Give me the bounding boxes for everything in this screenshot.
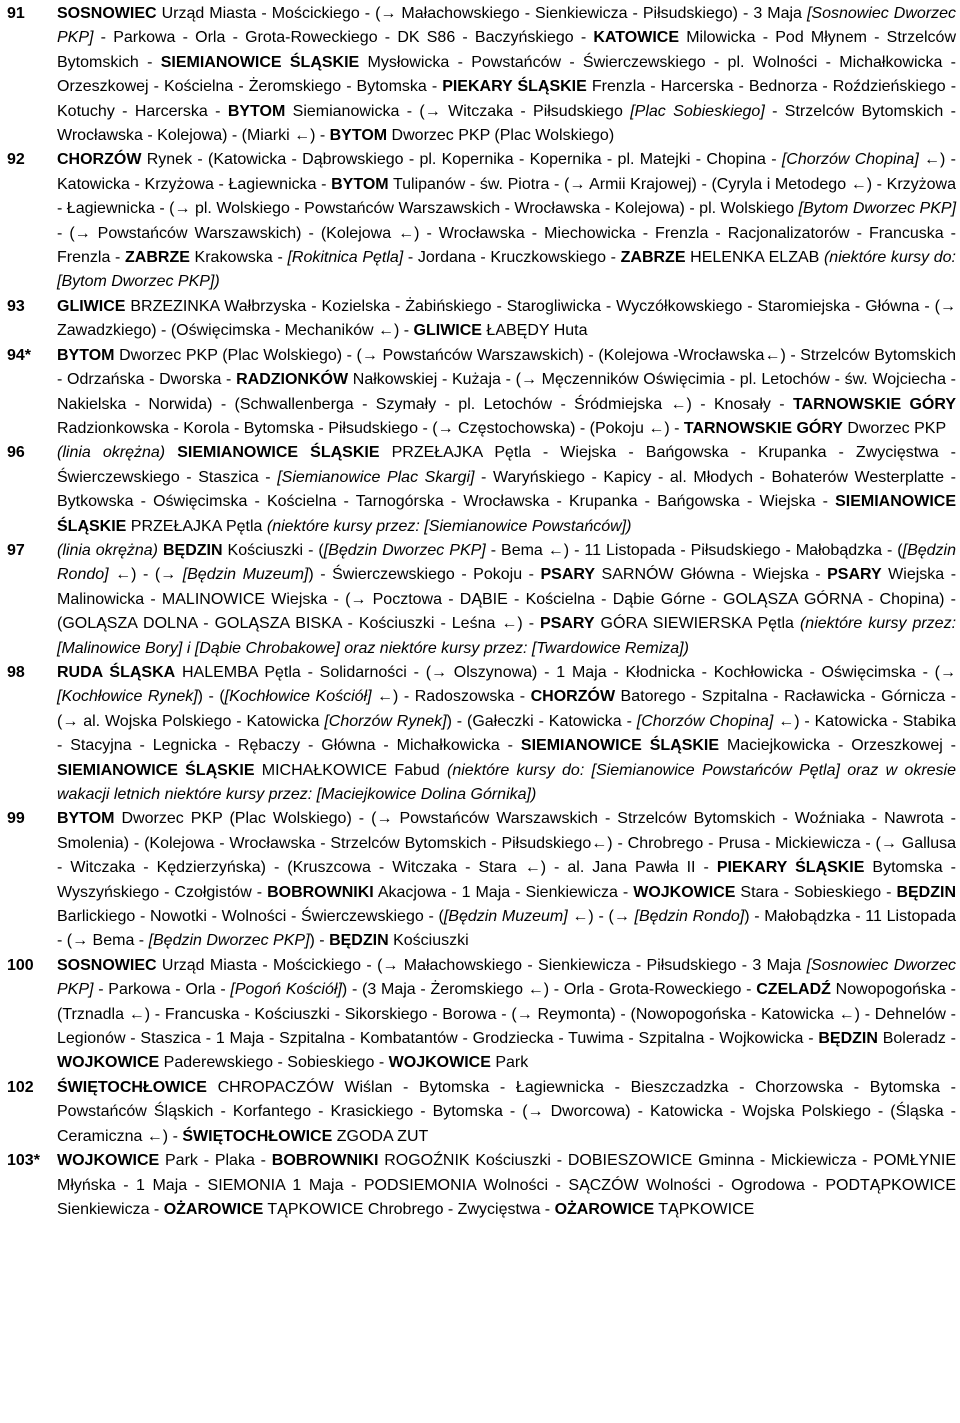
street-list: ←) - Katowicka - Stabika - Stacyjna - Legnicka - Rębaczy - Główna - Michałkowicka - [57,712,956,755]
street-list: BRZEZINKA Wałbrzyska - Kozielska - Żabińskiego - Starogliwicka - Wyczółkowskiego - Staromiejska - Główna - (→ Zawadzkiego) - (Oświęcimska - Mechaników ←) - [57,297,956,340]
street-list: ←) - Radoszowska - [371,688,531,706]
town-name: BOBROWNIKI [267,883,374,901]
street-list: ←) - Katowicka - Krzyżowa - Łagiewnicka - [57,151,957,193]
street-list: Wiejska - Malinowicka - MALINOWICE Wiejska - (→ Pocztowa - DĄBIE - Kościelna - Dąbie Górne - GOLĄSZA GÓRNA - Chopina) - (GOLĄSZA DOLNA - GOLĄSZA BISKA - Kościuszki - Leśna ←) - [57,566,957,633]
street-list: Dworzec PKP [842,419,947,437]
street-list: HALEMBA Pętla - Solidarności - (→ Olszynowa) - 1 Maja - Kłodnicka - Kochłowicka - Oświęcimska - (→ [175,663,956,681]
street-list: Frenzla - Harcerska - Bednorza - Roździeńskiego - Kotuchy - Harcerska - [57,78,957,120]
town-name: OŻAROWICE [554,1200,655,1218]
town-name: BYTOM [57,346,115,364]
town-name: ZABRZE [620,249,686,267]
route-entry [7,295,956,344]
street-list: Nowopogońska - (Trznadla ←) - Francuska - Kościuszki - Sikorskiego - Borowa - (→ Reymonta) - (Nowopogońska - Katowicka ←) - Dehnelów - Legionów - Staszica - 1 Maja - Szpitalna - Kombatantów - Grodziecka - Tuwima - Szpitalna - Wojkowicka - [57,981,957,1048]
stop-note: (linia okrężna) [57,541,159,559]
street-list: ) - Świerczewskiego - Pokoju - [308,566,541,584]
stop-note: [Będzin Dworzec PKP] [323,541,486,559]
street-list: Dworzec PKP (Plac Wolskiego) - (→ Powstańców Warszawskich) - (Kolejowa -Wrocławska←) - Strzelców Bytomskich - Odrzańska - Dworska - [57,346,956,389]
stop-note: [Chorzów Chopina] [636,712,774,730]
stop-note: [Siemianowice Plac Skargi] [277,468,475,486]
stop-note: [Rokitnica Pętla] [287,249,404,267]
town-name: TARNOWSKIE GÓRY [792,395,957,413]
street-list: ) - (3 Maja - Żeromskiego ←) - Orla - Grota-Roweckiego - [341,981,757,999]
street-list: ZGODA ZUT [332,1127,429,1145]
route-number: 91 [7,5,25,22]
street-list: GÓRA SIEWIERSKA Pętla [594,615,800,633]
stop-note: (niektóre kursy przez: [Malinowice Bory] i [Dąbie Chrobakowe] oraz niektóre kursy przez: [Twardowice Remiza]) [57,615,957,657]
stop-note: [Będzin Muzeum] [443,908,568,926]
route-number: 96 [7,444,25,462]
town-name: PIEKARY ŚLĄSKIE [716,859,865,877]
street-list: Radzionkowska - Korola - Bytomska - Piłsudskiego - (→ Częstochowska) - (Pokoju ←) - [57,419,684,437]
stop-note: (niektóre kursy do: [Bytom Dworzec PKP]) [57,249,956,291]
town-name: PSARY [827,566,882,584]
street-list: Batorego - Szpitalna - Racławicka - Górnicza - (→ al. Wojska Polskiego - Katowicka [57,688,957,730]
stop-note: [Będzin Rondo] [57,541,957,584]
route-description [57,1076,956,1149]
stop-note: [Sosnowiec Dworzec PKP] [57,956,957,999]
route-description [57,954,956,1076]
route-description [57,2,956,148]
street-list: Paderewskiego - Sobieskiego - [159,1054,389,1072]
street-list: ←) - (→ [108,566,183,584]
street-list: ) - Małobądzka - 11 Listopada - (→ Bema - [57,908,957,950]
street-list: Boleradz - [877,1030,956,1048]
town-name: BYTOM [329,127,388,145]
street-list: Stara - Sobieskiego - [735,883,897,901]
route-number: 102 [7,1078,34,1096]
stop-note: [Kochłowice Kościół] [224,688,372,706]
stop-note: (niektóre kursy przez: [Siemianowice Powstańców]) [266,517,632,535]
street-list: Park [490,1054,529,1072]
route-description [57,295,956,344]
stop-note: [Będzin Rondo] [634,908,745,926]
street-list: Krakowska - [189,249,288,267]
route-number: 97 [7,541,25,559]
town-name: GLIWICE [57,297,126,315]
street-list: Tulipanów - św. Piotra - (→ Armii Krajowej) - (Cyryla i Metodego ←) - Krzyżowa - Łagiewnicka - (→ pl. Wolskiego - Powstańców Warszawskich - Wrocławska - Kolejowa) - pl. Wolskiego [57,175,956,218]
town-name: BYTOM [331,175,389,193]
town-name: PSARY [540,615,595,633]
street-list: Urząd Miasta - Mościckiego - (→ Małachowskiego - Sienkiewicza - Piłsudskiego - 3 Maja [156,956,807,974]
town-name: SIEMIANOWICE ŚLĄSKIE [520,737,720,755]
street-list: - (→ Powstańców Warszawskich) - (Kolejowa ←) - Wrocławska - Miechowicka - Frenzla - Racjonalizatorów - Francuska - Frenzla - [57,224,956,267]
route-entry [7,1076,956,1149]
town-name: SIEMIANOWICE ŚLĄSKIE [57,761,255,779]
street-list: SARNÓW Główna - Wiejska - [595,566,828,584]
route-number: 100 [7,956,34,974]
route-number: 99 [7,810,25,828]
town-name: BYTOM [57,810,115,828]
town-name: WOJKOWICE [57,1054,160,1072]
route-entry [7,441,956,539]
street-list: Mysłowicka - Powstańców - Świerczewskiego - pl. Wolności - Michałkowicka - Orzeszkowej - Kościelna - Żeromskiego - Bytomska - [57,53,957,96]
street-list: - Jordana - Kruczkowskiego - [403,249,621,267]
street-list: PRZEŁAJKA Pętla - Wiejska - Bańgowska - Krupanka - Zwycięstwa - Świerczewskiego - Staszica - [57,444,957,486]
street-list: - Parkowa - Orla - [93,981,231,999]
street-list: Milowicka - Pod Młynem - Strzelców Bytomskich - [57,29,956,71]
town-name: BĘDZIN [329,932,389,950]
stop-note: [Sosnowiec Dworzec PKP] [57,5,957,47]
town-name: GLIWICE [413,322,482,340]
route-entry [7,1149,956,1222]
stop-note: (linia okrężna) [57,444,166,462]
route-number: 98 [7,663,25,681]
street-list: Bytomska - Wyszyńskiego - Czołgistów - [57,859,956,901]
town-name: CHORZÓW [530,688,616,706]
route-description [57,1149,956,1222]
town-name: OŻAROWICE [163,1200,264,1218]
stop-note: [Pogoń Kościół] [230,981,342,999]
town-name: CHORZÓW [57,151,142,169]
town-name: SIEMIANOWICE ŚLĄSKIE [177,444,380,462]
route-number: 93 [7,297,25,315]
street-list: TĄPKOWICE Chrobrego - Zwycięstwa - [263,1200,555,1218]
street-list: - Parkowa - Orla - Grota-Roweckiego - DK S86 - Baczyńskiego - [93,29,594,47]
town-name: ŚWIĘTOCHŁOWICE [57,1078,207,1096]
route-description [57,661,956,807]
street-list: ŁABĘDY Huta [481,322,588,340]
street-list: ) - [309,932,330,950]
street-list: PRZEŁAJKA Pętla [126,517,267,535]
route-description [57,539,956,661]
town-name: PIEKARY ŚLĄSKIE [442,78,587,96]
stop-note: [Plac Sobieskiego] [630,102,765,120]
street-list: Dworzec PKP (Plac Wolskiego) [387,127,615,145]
town-name: BĘDZIN [896,883,957,901]
town-name: BYTOM [227,102,286,120]
route-entry [7,954,956,1076]
town-name: SIEMIANOWICE ŚLĄSKIE [57,493,956,535]
stop-note: [Bytom Dworzec PKP] [798,200,957,218]
town-name: BĘDZIN [818,1030,878,1048]
street-list: - Waryńskiego - Kapicy - al. Młodych - Bohaterów Westerplatte - Bytkowska - Oświęcimska - Kościelna - Tarnogórska - Wrocławska - Krupanka - Bańgowska - Wiejska - [57,468,957,511]
street-list: Rynek - (Katowicka - Dąbrowskiego - pl. Kopernika - Kopernika - pl. Matejki - Chopina - [141,151,782,169]
town-name: WOJKOWICE [633,883,736,901]
stop-note: [Chorzów Chopina] [781,151,919,169]
route-entry [7,344,956,442]
street-list: ) - (Gałeczki - Katowicka - [446,712,637,730]
street-list: TĄPKOWICE [654,1200,755,1218]
stop-note: (niektóre kursy do: [Siemianowice Powstańców Pętla] oraz w okresie wakacji letnich niektóre kursy przez: [Maciejkowice Dolina Górnika]) [57,761,956,803]
town-name: RUDA ŚLĄSKA [57,663,176,681]
route-entry [7,661,956,807]
town-name: RADZIONKÓW [236,371,349,389]
route-number: 103* [7,1152,40,1170]
route-description [57,441,956,539]
route-entry [7,2,956,148]
town-name: SOSNOWIEC [57,5,157,22]
route-entry [7,807,956,953]
town-name: SOSNOWIEC [57,956,157,974]
town-name: PSARY [540,566,596,584]
street-list: Maciejkowicka - Orzeszkowej - [719,737,957,755]
town-name: WOJKOWICE [388,1054,491,1072]
town-name: WOJKOWICE [57,1152,160,1170]
street-list: Dworzec PKP (Plac Wolskiego) - (→ Powstańców Warszawskich - Strzelców Bytomskich - Woźniaka - Nawrota - Smolenia) - (Kolejowa - Wrocławska - Strzelców Bytomskich - Piłsudskiego←) - Chrobrego - Prusa - Mickiewicza - (→ Gallusa - Witczaka - Kędzierzyńska) - (Kruszcowa - Witczaka - Stara ←) - al. Jana Pawła II - [57,810,956,877]
town-name: ZABRZE [125,249,190,267]
street-list: ROGOŹNIK Kościuszki - DOBIESZOWICE Gminna - Mickiewicza - POMŁYNIE Młyńska - 1 Maja - SIEMONIA 1 Maja - PODSIEMONIA Wolności - SĄCZÓW Wolności - Ogrodowa - PODTĄPKOWICE Sienkiewicza - [57,1152,956,1218]
route-number: 92 [7,151,25,169]
town-name: CZELADŹ [756,981,831,999]
street-list: - Bema ←) - 11 Listopada - Piłsudskiego - Małobądzka - ( [485,541,903,559]
street-list: MICHAŁKOWICE Fabud [254,761,448,779]
street-list: Nałkowskiej - Kużaja - (→ Męczenników Oświęcimia - pl. Letochów - św. Wojciecha - Nakielska - Norwida) - (Schwallenberga - Szymały - pl. Letochów - Śródmiejska ←) - Knosały - [57,371,956,413]
street-list: Kościuszki [388,932,469,950]
town-name: ŚWIĘTOCHŁOWICE [182,1127,333,1145]
town-name: TARNOWSKIE GÓRY [683,419,843,437]
street-list: - Strzelców Bytomskich - Wrocławska - Kolejowa) - (Miarki ←) - [57,102,956,145]
street-list: Park - Plaka - [159,1152,272,1170]
street-list: ←) - (→ [567,908,635,926]
route-number: 94* [7,346,32,364]
route-entry [7,148,956,294]
town-name: BĘDZIN [163,541,223,559]
town-name: SIEMIANOWICE ŚLĄSKIE [160,53,360,71]
town-name: BOBROWNIKI [271,1152,379,1170]
route-description [57,344,956,442]
stop-note: [Będzin Muzeum] [182,566,309,584]
route-entry [7,539,956,661]
stop-note: [Kochłowice Rynek] [57,688,198,706]
street-list: Siemianowicka - (→ Witczaka - Piłsudskiego [285,102,631,120]
route-description [57,148,956,294]
street-list: HELENKA ELZAB [685,249,824,267]
street-list: CHROPACZÓW Wiślan - Bytomska - Łagiewnicka - Bieszczadzka - Chorzowska - Bytomska - Powstańców Śląskich - Korfantego - Krasickiego - Bytomska - (→ Dworcowa) - Katowicka - Wojska Polskiego - (Śląska - Ceramiczna ←) - [57,1078,956,1145]
stop-note: [Chorzów Rynek] [324,712,447,730]
street-list: Kościuszki - ( [222,541,324,559]
route-description [57,807,956,953]
town-name: KATOWICE [593,29,679,47]
street-list: ) - ( [197,688,225,706]
street-list: Akacjowa - 1 Maja - Sienkiewicza - [373,883,634,901]
street-list [165,444,177,461]
street-list: Urząd Miasta - Mościckiego - (→ Małachowskiego - Sienkiewicza - Piłsudskiego) - 3 Maja [156,5,807,22]
stop-note: [Będzin Dworzec PKP] [148,932,310,950]
street-list: Barlickiego - Nowotki - Wolności - Świerczewskiego - ( [57,908,444,926]
